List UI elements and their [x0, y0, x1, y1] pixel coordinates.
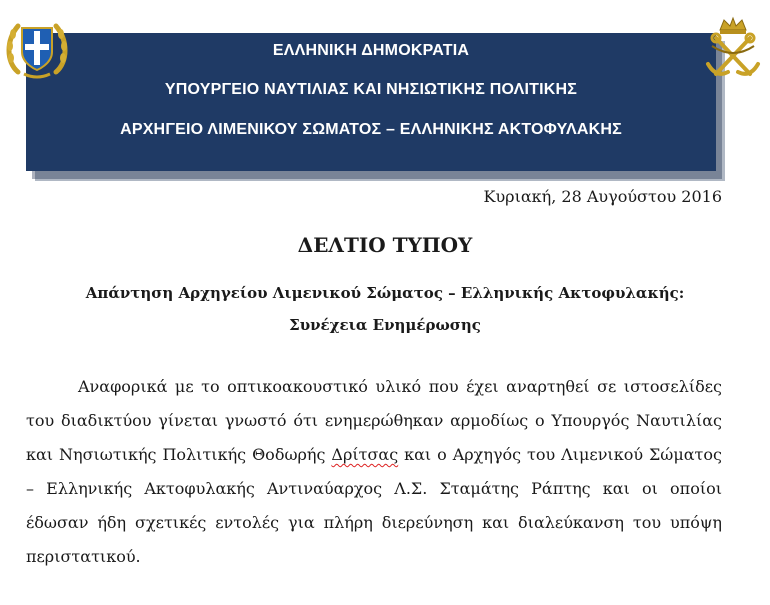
- header-line-republic: ΕΛΛΗΝΙΚΗ ΔΗΜΟΚΡΑΤΙΑ: [272, 42, 470, 59]
- header-banner: [26, 33, 716, 171]
- body-text-part-1: Αναφορικά με το οπτικοακουστικό υλικό που έχει αναρτηθεί σε ιστοσελίδες του διαδικτύου γίνεται γνωστό ότι ενημερώθηκαν αρμοδίως ο Υπουργός Ναυτιλίας και Νησιωτικής Πολιτικής Θοδωρής: [26, 377, 722, 464]
- spellcheck-flagged-word: Δρίτσας: [331, 445, 399, 464]
- press-release-date: Κυριακή, 28 Αυγούστου 2016: [483, 187, 722, 206]
- header-line-ministry: ΥΠΟΥΡΓΕΙΟ ΝΑΥΤΙΛΙΑΣ ΚΑΙ ΝΗΣΙΩΤΙΚΗΣ ΠΟΛΙΤΙΚΗΣ: [164, 81, 578, 98]
- subtitle-line-2: Συνέχεια Ενημέρωσης: [289, 316, 481, 334]
- body-text-part-2: και ο Αρχηγός του Λιμενικού Σώματος – Ελληνικής Ακτοφυλακής Αντιναύαρχος Λ.Σ. Σταμάτης Ράπτης και οι οποίοι έδωσαν ήδη σχετικές εντολές για πλήρη διερεύνηση και διαλεύκανση του υπόψη περιστατικού.: [26, 445, 722, 566]
- header-line-coast-guard: ΑΡΧΗΓΕΙΟ ΛΙΜΕΝΙΚΟΥ ΣΩΜΑΤΟΣ – ΕΛΛΗΝΙΚΗΣ ΑΚΤΟΦΥΛΑΚΗΣ: [120, 121, 622, 138]
- body-paragraph: [26, 370, 722, 574]
- subtitle-line-1: Απάντηση Αρχηγείου Λιμενικού Σώματος – Ελληνικής Ακτοφυλακής:: [85, 284, 685, 302]
- coast-guard-anchor-icon: [700, 16, 766, 82]
- greek-coat-of-arms-icon: [4, 18, 70, 80]
- document-title: ΔΕΛΤΙΟ ΤΥΠΟΥ: [297, 233, 473, 257]
